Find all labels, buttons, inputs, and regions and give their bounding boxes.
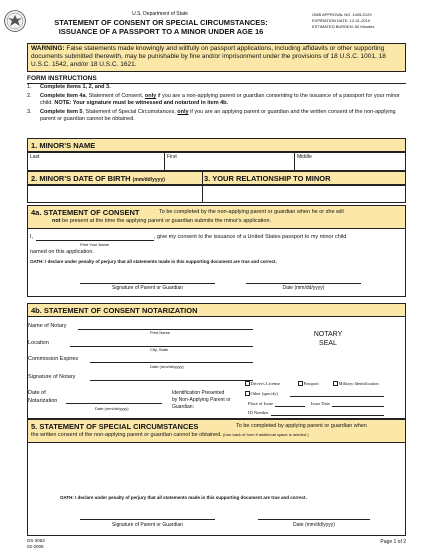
- section-4b-title: 4b. STATEMENT OF CONSENT NOTARIZATION: [31, 306, 198, 315]
- id-number-label: ID Number: [248, 410, 269, 415]
- section-4a-title: 4a. STATEMENT OF CONSENT: [31, 208, 140, 217]
- commission-expires-label: Commission Expires: [28, 356, 79, 362]
- section-5-title: 5. STATEMENT OF SPECIAL CIRCUMSTANCES: [31, 422, 199, 431]
- id-presented-2: by Non-Applying Parent or: [172, 397, 231, 403]
- date-label-4a: Date (mm/dd/yyyy): [282, 285, 325, 291]
- name-of-notary-label: Name of Notary: [28, 323, 67, 329]
- issue-date-label: Issue Date: [311, 401, 330, 406]
- place-of-issue-line[interactable]: [275, 406, 305, 407]
- id-presented-1: Identification Presented: [172, 390, 225, 396]
- instructions-heading: FORM INSTRUCTIONS: [27, 75, 97, 82]
- expiration-date: EXPIRATION DATE: 12-31-2010: [312, 18, 371, 23]
- id-presented-3: Guardian:: [172, 404, 194, 410]
- place-of-issue-label: Place of Issue: [248, 401, 273, 406]
- signature-line-5[interactable]: [80, 519, 215, 520]
- dob-relationship-field[interactable]: [27, 185, 406, 203]
- first-name-label: First: [167, 154, 177, 160]
- instruction-2: Complete item 4a, Statement of Consent, only if you are a non-applying parent or guardian consenting to the issuance of a passport for your minor child. NOTE: Your signature must be witnessed and notarized in item 4b.: [40, 93, 400, 106]
- middle-name-label: Middle: [297, 154, 312, 160]
- instruction-1: Complete items 1, 2, and 3.: [40, 84, 111, 90]
- commission-line[interactable]: [90, 362, 253, 363]
- form-title-line1: STATEMENT OF CONSENT OR SPECIAL CIRCUMSTANCES:: [54, 18, 268, 27]
- commission-date-hint: Date (mm/dd/yyyy): [150, 364, 184, 369]
- print-name-line[interactable]: [36, 240, 154, 241]
- notarization-date-hint: Date (mm/dd/yyyy): [95, 406, 129, 411]
- print-name-hint-4b: Print Name: [150, 330, 171, 335]
- section-1-title: 1. MINOR'S NAME: [31, 141, 96, 150]
- instruction-3-num: 3.: [27, 109, 32, 115]
- form-number: DS-3053: [27, 538, 45, 543]
- section-5-desc1: To be completed by applying parent or guardian when: [236, 423, 367, 429]
- section-2-3-header: [27, 171, 406, 185]
- other-checkbox[interactable]: [245, 391, 250, 396]
- estimated-burden: ESTIMATED BURDEN: 60 Minutes: [312, 24, 375, 29]
- military-id-option[interactable]: Military Identification: [333, 381, 379, 386]
- instruction-1-num: 1.: [27, 84, 32, 90]
- date-of-label: Date of: [28, 390, 46, 396]
- passport-option[interactable]: Passport: [298, 381, 319, 386]
- notary-signature-line[interactable]: [90, 380, 253, 381]
- signature-line-4a[interactable]: [80, 283, 215, 284]
- last-name-label: Last: [30, 154, 40, 160]
- form-title-line2: ISSUANCE OF A PASSPORT TO A MINOR UNDER AGE 16: [58, 27, 264, 36]
- date-line-5[interactable]: [258, 519, 370, 520]
- omb-approval: OMB APPROVAL NO. 1405-0129: [312, 12, 372, 17]
- passport-checkbox[interactable]: [298, 381, 303, 386]
- consent-text: , give my consent to the issuance of a United States passport to my minor child: [154, 234, 347, 240]
- warning-text: False statements made knowingly and willfully on passport applications, including affidavits or other supporting documents submitted therewith, may be punishable by fine and/or imprisonment under the provisions of 18 U.S.C. 1001, 18 U.S.C. 1542, and/or 18 U.S.C. 1621.: [31, 45, 386, 68]
- instruction-2-num: 2.: [27, 93, 32, 99]
- section-1-header: [27, 138, 406, 152]
- city-state-hint: City, State: [150, 347, 169, 352]
- notarization-date-line[interactable]: [66, 403, 162, 404]
- instruction-3: Complete item 5, Statement of Special Circumstances, only if you are an applying parent or guardian and the written consent of the non-applying parent or guardian cannot be obtained.: [40, 109, 396, 122]
- location-label: Location: [28, 340, 49, 346]
- date-label-5: Date (mm/dd/yyyy): [293, 522, 335, 528]
- date-line-4a[interactable]: [246, 283, 361, 284]
- oath-5: OATH: I declare under penalty of perjury that all statements made in this supporting document are true and correct.: [60, 495, 307, 500]
- warning-label: WARNING:: [31, 45, 65, 52]
- section-5-desc2: the written consent of the non-applying parent or guardian cannot be obtained. (Use back of form if additional space is needed.): [31, 432, 309, 438]
- state-department-seal-icon: [4, 10, 26, 32]
- signature-label-5: Signature of Parent or Guardian: [112, 522, 183, 528]
- section-4b-header: [27, 303, 406, 317]
- department-name: U.S. Department of State: [132, 11, 188, 17]
- id-number-line[interactable]: [271, 415, 384, 416]
- warning-box: [27, 43, 406, 72]
- section-4a-desc1: To be completed by the non-applying parent or guardian when he or she will: [159, 209, 344, 215]
- minor-name-field[interactable]: [27, 152, 406, 171]
- issue-date-line[interactable]: [332, 406, 384, 407]
- print-name-hint: Print Your Name: [80, 242, 110, 247]
- page-number: Page 1 of 2: [380, 539, 406, 545]
- section-2-title: 2. MINOR'S DATE OF BIRTH (mm/dd/yyyy): [31, 174, 165, 183]
- i-label: I,: [30, 234, 34, 240]
- signature-of-notary-label: Signature of Notary: [28, 374, 76, 380]
- notary-seal-2: SEAL: [319, 340, 337, 347]
- section-3-title: 3. YOUR RELATIONSHIP TO MINOR: [204, 174, 331, 183]
- other-option[interactable]: Other (specify): [245, 391, 278, 396]
- section-4a-desc2: not be present at the time the applying parent or guardian submits the minor's application.: [52, 218, 272, 224]
- drivers-license-checkbox[interactable]: [245, 381, 250, 386]
- section-5-header: [27, 419, 406, 443]
- section-4a-header: [27, 205, 406, 229]
- military-id-checkbox[interactable]: [333, 381, 338, 386]
- drivers-license-option[interactable]: Driver's License: [245, 381, 280, 386]
- oath-4a: OATH: I declare under penalty of perjury that all statements made in this supporting document are true and correct.: [30, 259, 277, 264]
- named-text: named on this application.: [30, 249, 94, 255]
- other-specify-line[interactable]: [290, 396, 384, 397]
- notarization-label: Notarization: [28, 398, 58, 404]
- signature-label-4a: Signature of Parent or Guardian: [112, 285, 183, 291]
- form-date: 02-2008: [27, 544, 44, 549]
- notary-seal-1: NOTARY: [313, 331, 343, 338]
